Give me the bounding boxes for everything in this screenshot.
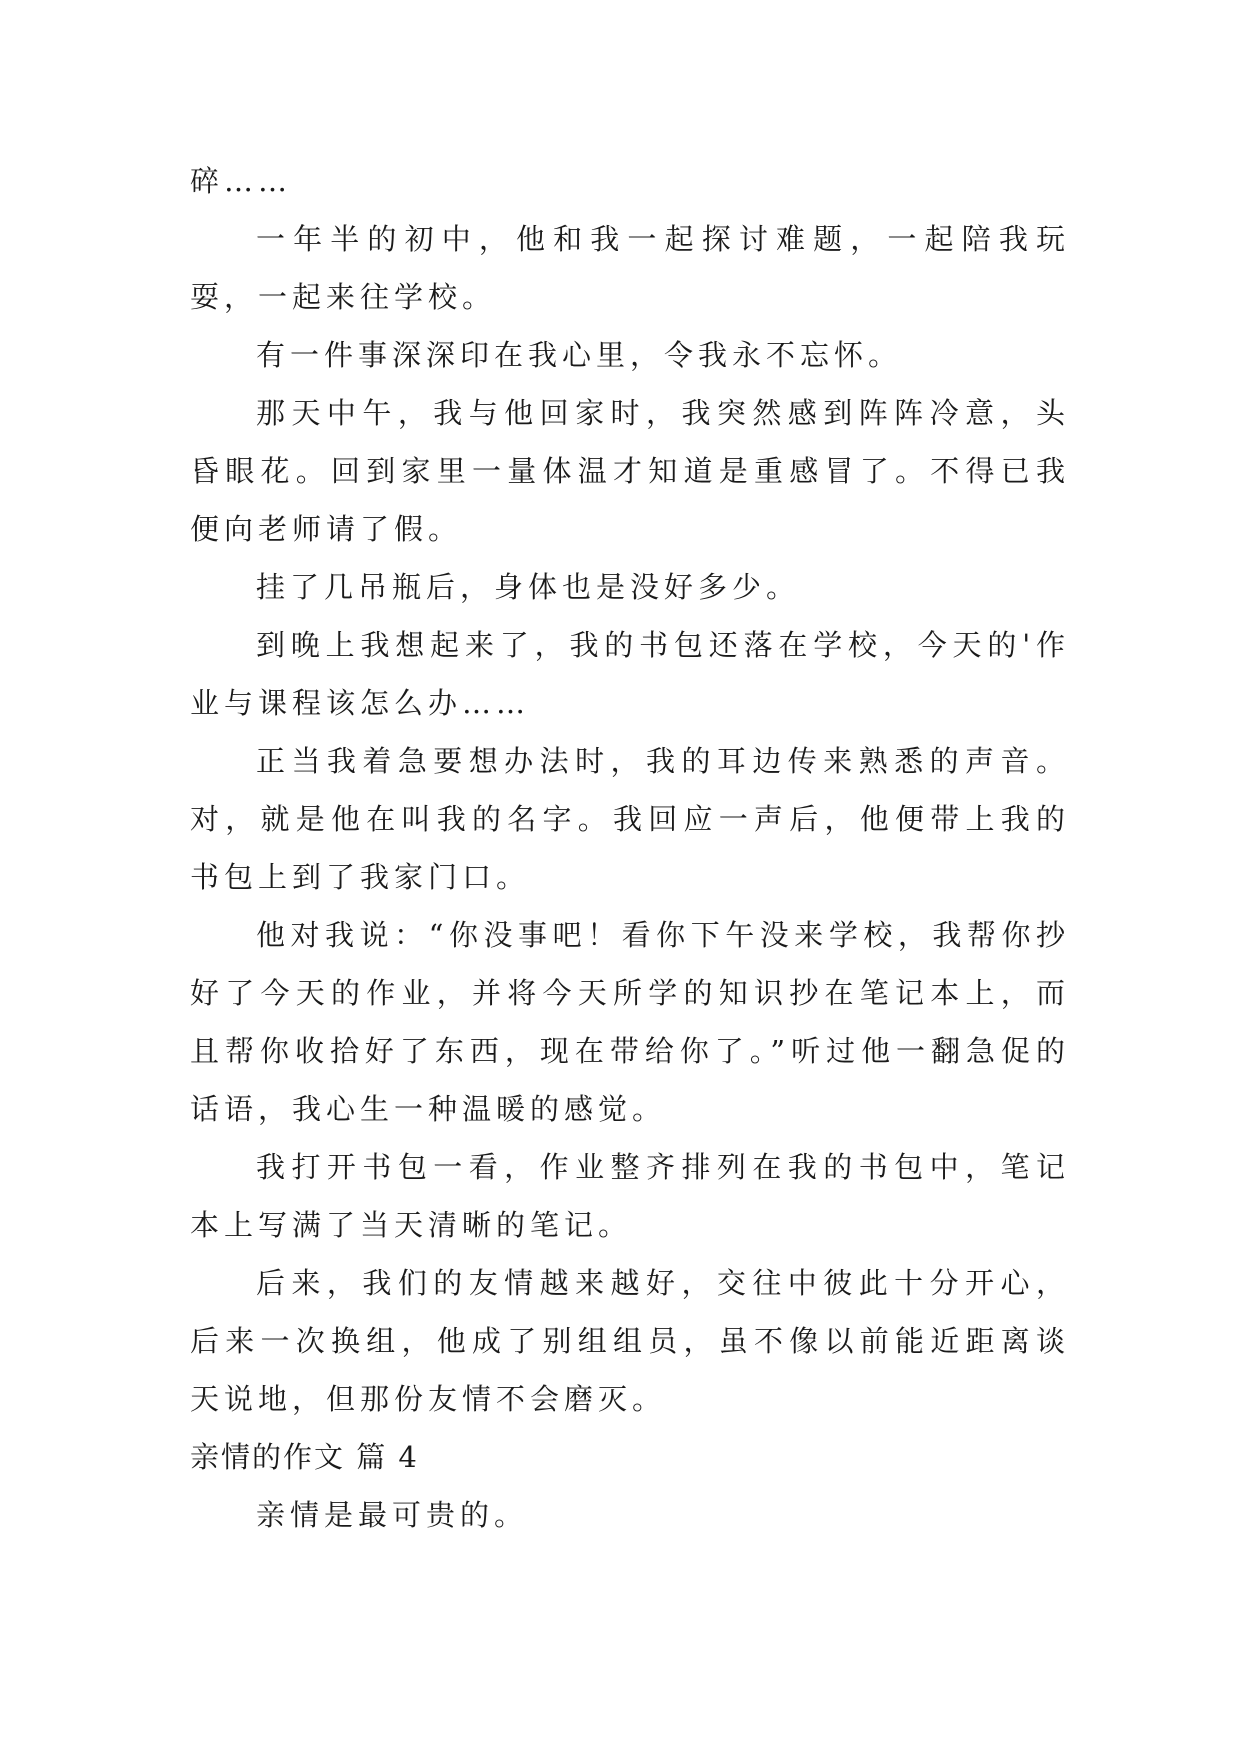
paragraph: 一年半的初中，他和我一起探讨难题，一起陪我玩耍，一起来往学校。 <box>190 222 1070 314</box>
paragraph: 到晚上我想起来了，我的书包还落在学校，今天的'作业与课程该怎么办…… <box>190 628 1070 720</box>
paragraph: 那天中午，我与他回家时，我突然感到阵阵冷意，头昏眼花。回到家里一量体温才知道是重感冒了。不得已我便向老师请了假。 <box>190 396 1070 546</box>
paragraph: 我打开书包一看，作业整齐排列在我的书包中，笔记本上写满了当天清晰的笔记。 <box>190 1150 1070 1242</box>
document-body <box>190 152 1070 1544</box>
paragraph-continuation: 碎…… <box>190 164 293 198</box>
section-heading: 亲情的作文 篇 4 <box>190 1440 419 1474</box>
paragraph: 正当我着急要想办法时，我的耳边传来熟悉的声音。对，就是他在叫我的名字。我回应一声后，他便带上我的书包上到了我家门口。 <box>190 744 1070 894</box>
paragraph: 亲情是最可贵的。 <box>256 1498 529 1532</box>
paragraph: 有一件事深深印在我心里，令我永不忘怀。 <box>256 338 903 372</box>
paragraph: 挂了几吊瓶后，身体也是没好多少。 <box>256 570 801 604</box>
paragraph: 后来，我们的友情越来越好，交往中彼此十分开心，后来一次换组，他成了别组组员，虽不像以前能近距离谈天说地，但那份友情不会磨灭。 <box>190 1266 1070 1416</box>
paragraph: 他对我说：“你没事吧！看你下午没来学校，我帮你抄好了今天的作业，并将今天所学的知识抄在笔记本上，而且帮你收拾好了东西，现在带给你了。”听过他一翻急促的话语，我心生一种温暖的感觉。 <box>190 918 1070 1126</box>
